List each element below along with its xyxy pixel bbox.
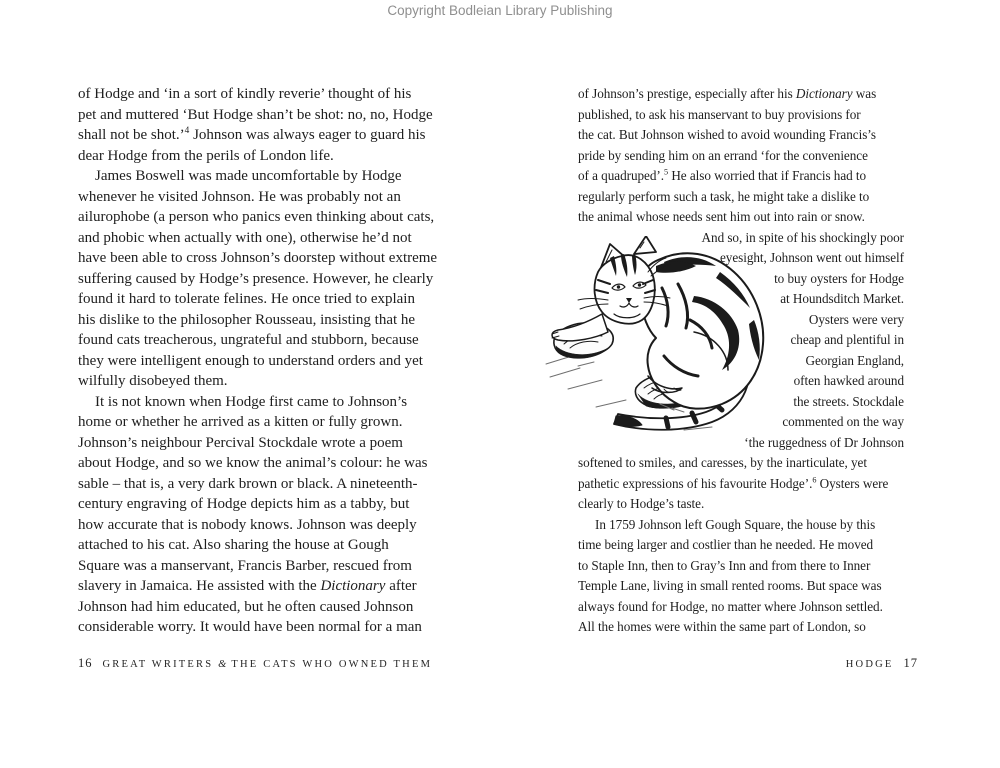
right-paragraph-3: In 1759 Johnson left Gough Square, the house by this time being larger and costlier than he needed. He moved to Staple Inn, then to Gray’s Inn and from there to Inner Temple Lane, living in small rented rooms. But space was always found for Hodge, no matter where Johnson settled. All the homes were within the same part of London, so (578, 516, 883, 634)
right-page-footer (578, 656, 918, 671)
left-page-footer (78, 656, 470, 671)
illustration-text-wrap-zone (578, 228, 904, 454)
left-paragraph-3: It is not known when Hodge first came to Johnson’s home or whether he arrived as a kitten or fully grown. Johnson’s neighbour Percival Stockdale wrote a poem about Hodge, and so we know the animal’s colour: he was sable – that is, a very dark brown or black. A nineteenth- century engraving of Hodge depicts him as a tabby, but how accurate that is nobody knows. Johnson was deeply attached to his cat. Also sharing the house at Gough Square was a manservant, Francis Barber, rescued from slavery in Jamaica. He assisted with the Dictionary after Johnson had him educated, but he often caused Johnson considerable worry. It would have been normal for a man (78, 393, 428, 635)
left-page (78, 84, 470, 638)
chapter-title: HODGE (845, 659, 894, 670)
right-page (578, 84, 904, 638)
right-page-number: 17 (903, 656, 918, 670)
running-title-part1: GREAT WRITERS (102, 659, 214, 670)
running-title-ampersand: & (218, 659, 227, 670)
running-title-part2: THE CATS WHO OWNED THEM (231, 659, 433, 670)
right-paragraph-2-continuation: softened to smiles, and caresses, by the inarticulate, yet pathetic expressions of his favourite Hodge’.$^6$ Oysters were clearly to Hodge’s taste. (578, 455, 889, 511)
right-paragraph-1: of Johnson’s prestige, especially after his Dictionary was published, to ask his manservant to buy provisions for the cat. But Johnson wished to avoid wounding Francis’s pride by sending him on an errand ‘for the convenience of a quadruped’.$^5$ He also worried that if Francis had to regularly perform such a task, he might take a dislike to the animal whose needs sent him out into rain or snow. (578, 86, 877, 224)
watermark-text: Copyright Bodleian Library Publishing (387, 3, 613, 18)
left-paragraph-2: James Boswell was made uncomfortable by Hodge whenever he visited Johnson. He was probably not an ailurophobe (a person who panics even thinking about cats, and phobic when actually with one), otherwise he’d not have been able to cross Johnson’s doorstep without extreme suffering caused by Hodge’s presence. However, he clearly found it hard to tolerate felines. He once tried to explain his dislike to the philosopher Rousseau, insisting that he found cats treacherous, ungrateful and stubborn, because they were intelligent enough to understand orders and yet wilfully disobeyed them. (78, 168, 438, 389)
text-wrapped-around-illustration: And so, in spite of his shockingly poor eyesight, Johnson went out himself to buy oysters for Hodge at Houndsditch Market. Oysters were very cheap and plentiful in Georgian England, often hawked around the streets. Stockdale commented on the way ‘the ruggedness of Dr Johnson (701, 229, 904, 450)
cat-and-oysters-illustration (544, 236, 770, 434)
left-paragraph-1: of Hodge and ‘in a sort of kindly reverie’ thought of his pet and muttered ‘But Hodge shan’t be shot: no, no, Hodge shall not be shot.’$^4$ Johnson was always eager to guard his dear Hodge from the perils of London life. (78, 86, 433, 164)
left-page-number: 16 (78, 656, 93, 670)
